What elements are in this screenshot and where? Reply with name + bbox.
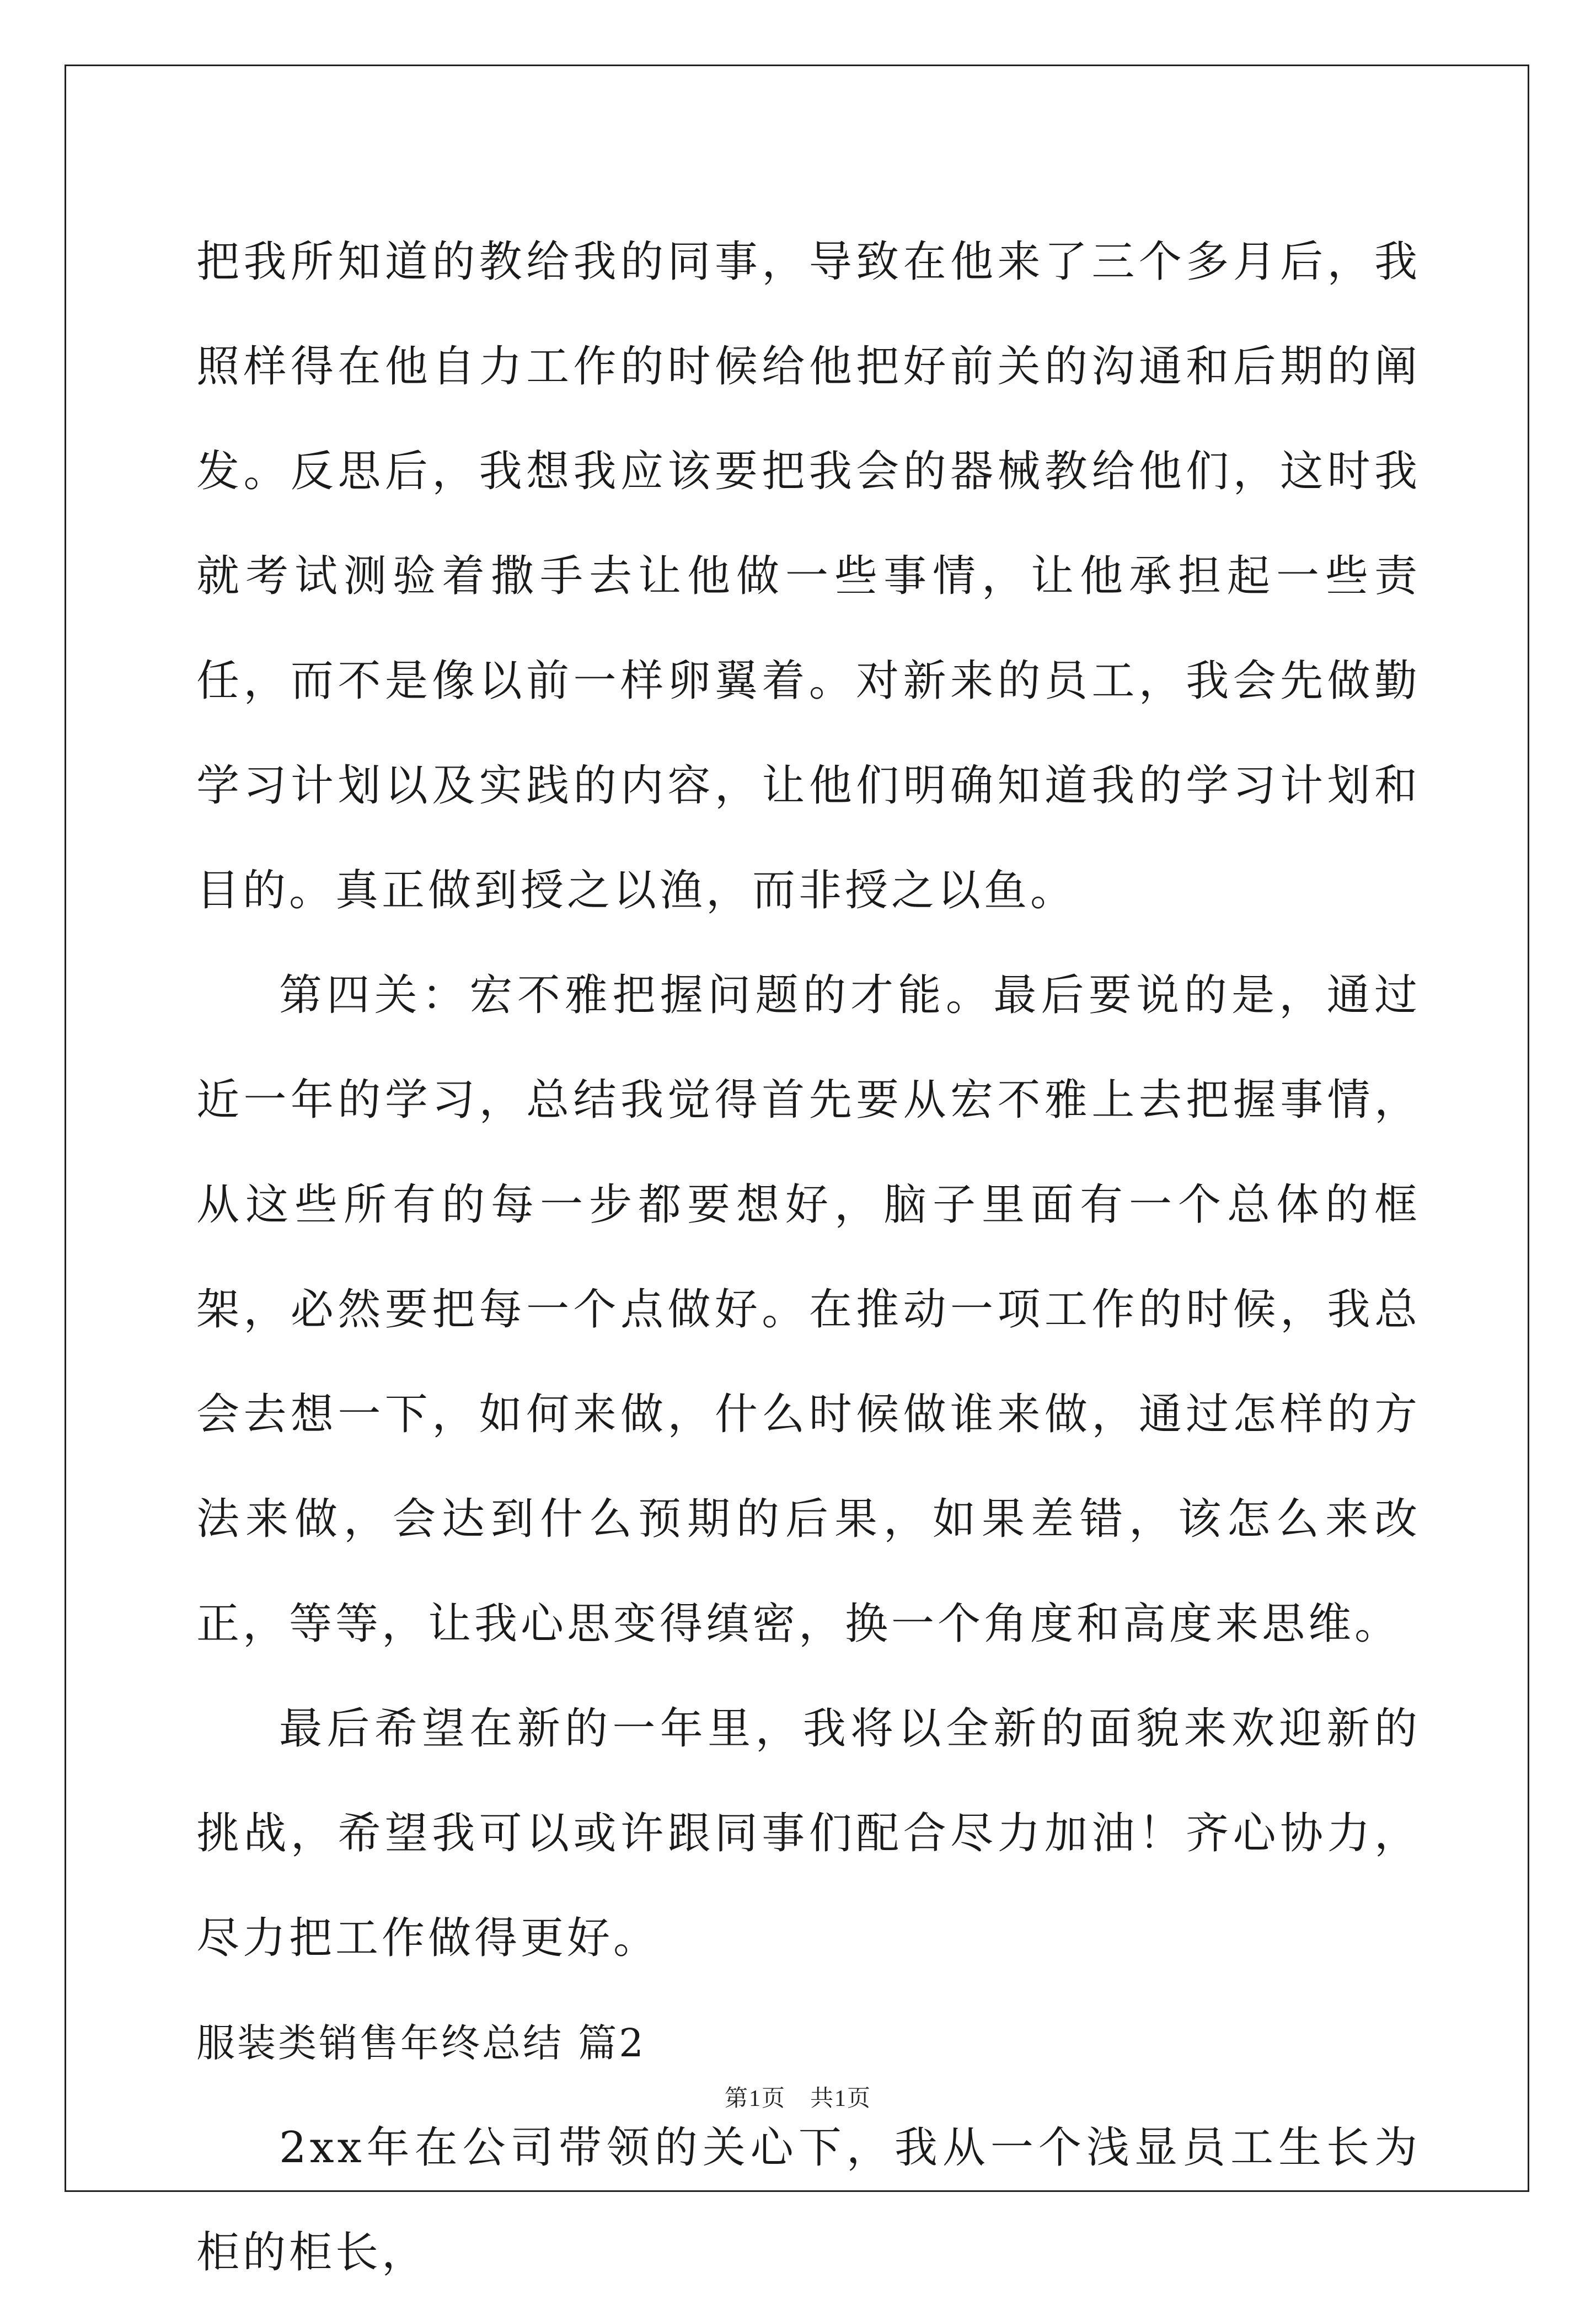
page-footer: 第1页 共1页 <box>724 2086 871 2111</box>
document-body <box>196 210 1421 2305</box>
paragraph-1: 把我所知道的教给我的同事，导致在他来了三个多月后，我照样得在他自力工作的时候给他把好前关的沟通和后期的阐发。反思后，我想我应该要把我会的器械教给他们，这时我就考试测验着撒手去让他做一些事情，让他承担起一些责任，而不是像以前一样卵翼着。对新来的员工，我会先做勤学习计划以及实践的内容，让他们明确知道我的学习计划和目的。真正做到授之以渔，而非授之以鱼。 <box>196 237 1421 915</box>
section-heading: 服装类销售年终总结 篇2 <box>196 2020 646 2066</box>
paragraph-4: 2xx年在公司带领的关心下，我从一个浅显员工生长为柜的柜长， <box>196 2123 1421 2277</box>
paragraph-2: 第四关：宏不雅把握问题的才能。最后要说的是，通过近一年的学习，总结我觉得首先要从宏不雅上去把握事情，从这些所有的每一步都要想好，脑子里面有一个总体的框架，必然要把每一个点做好。在推动一项工作的时候，我总会去想一下，如何来做，什么时候做谁来做，通过怎样的方法来做，会达到什么预期的后果，如果差错，该怎么来改正，等等，让我心思变得缜密，换一个角度和高度来思维。 <box>196 971 1421 1649</box>
paragraph-3: 最后希望在新的一年里，我将以全新的面貌来欢迎新的挑战，希望我可以或许跟同事们配合尽力加油！齐心协力，尽力把工作做得更好。 <box>196 1704 1421 1963</box>
